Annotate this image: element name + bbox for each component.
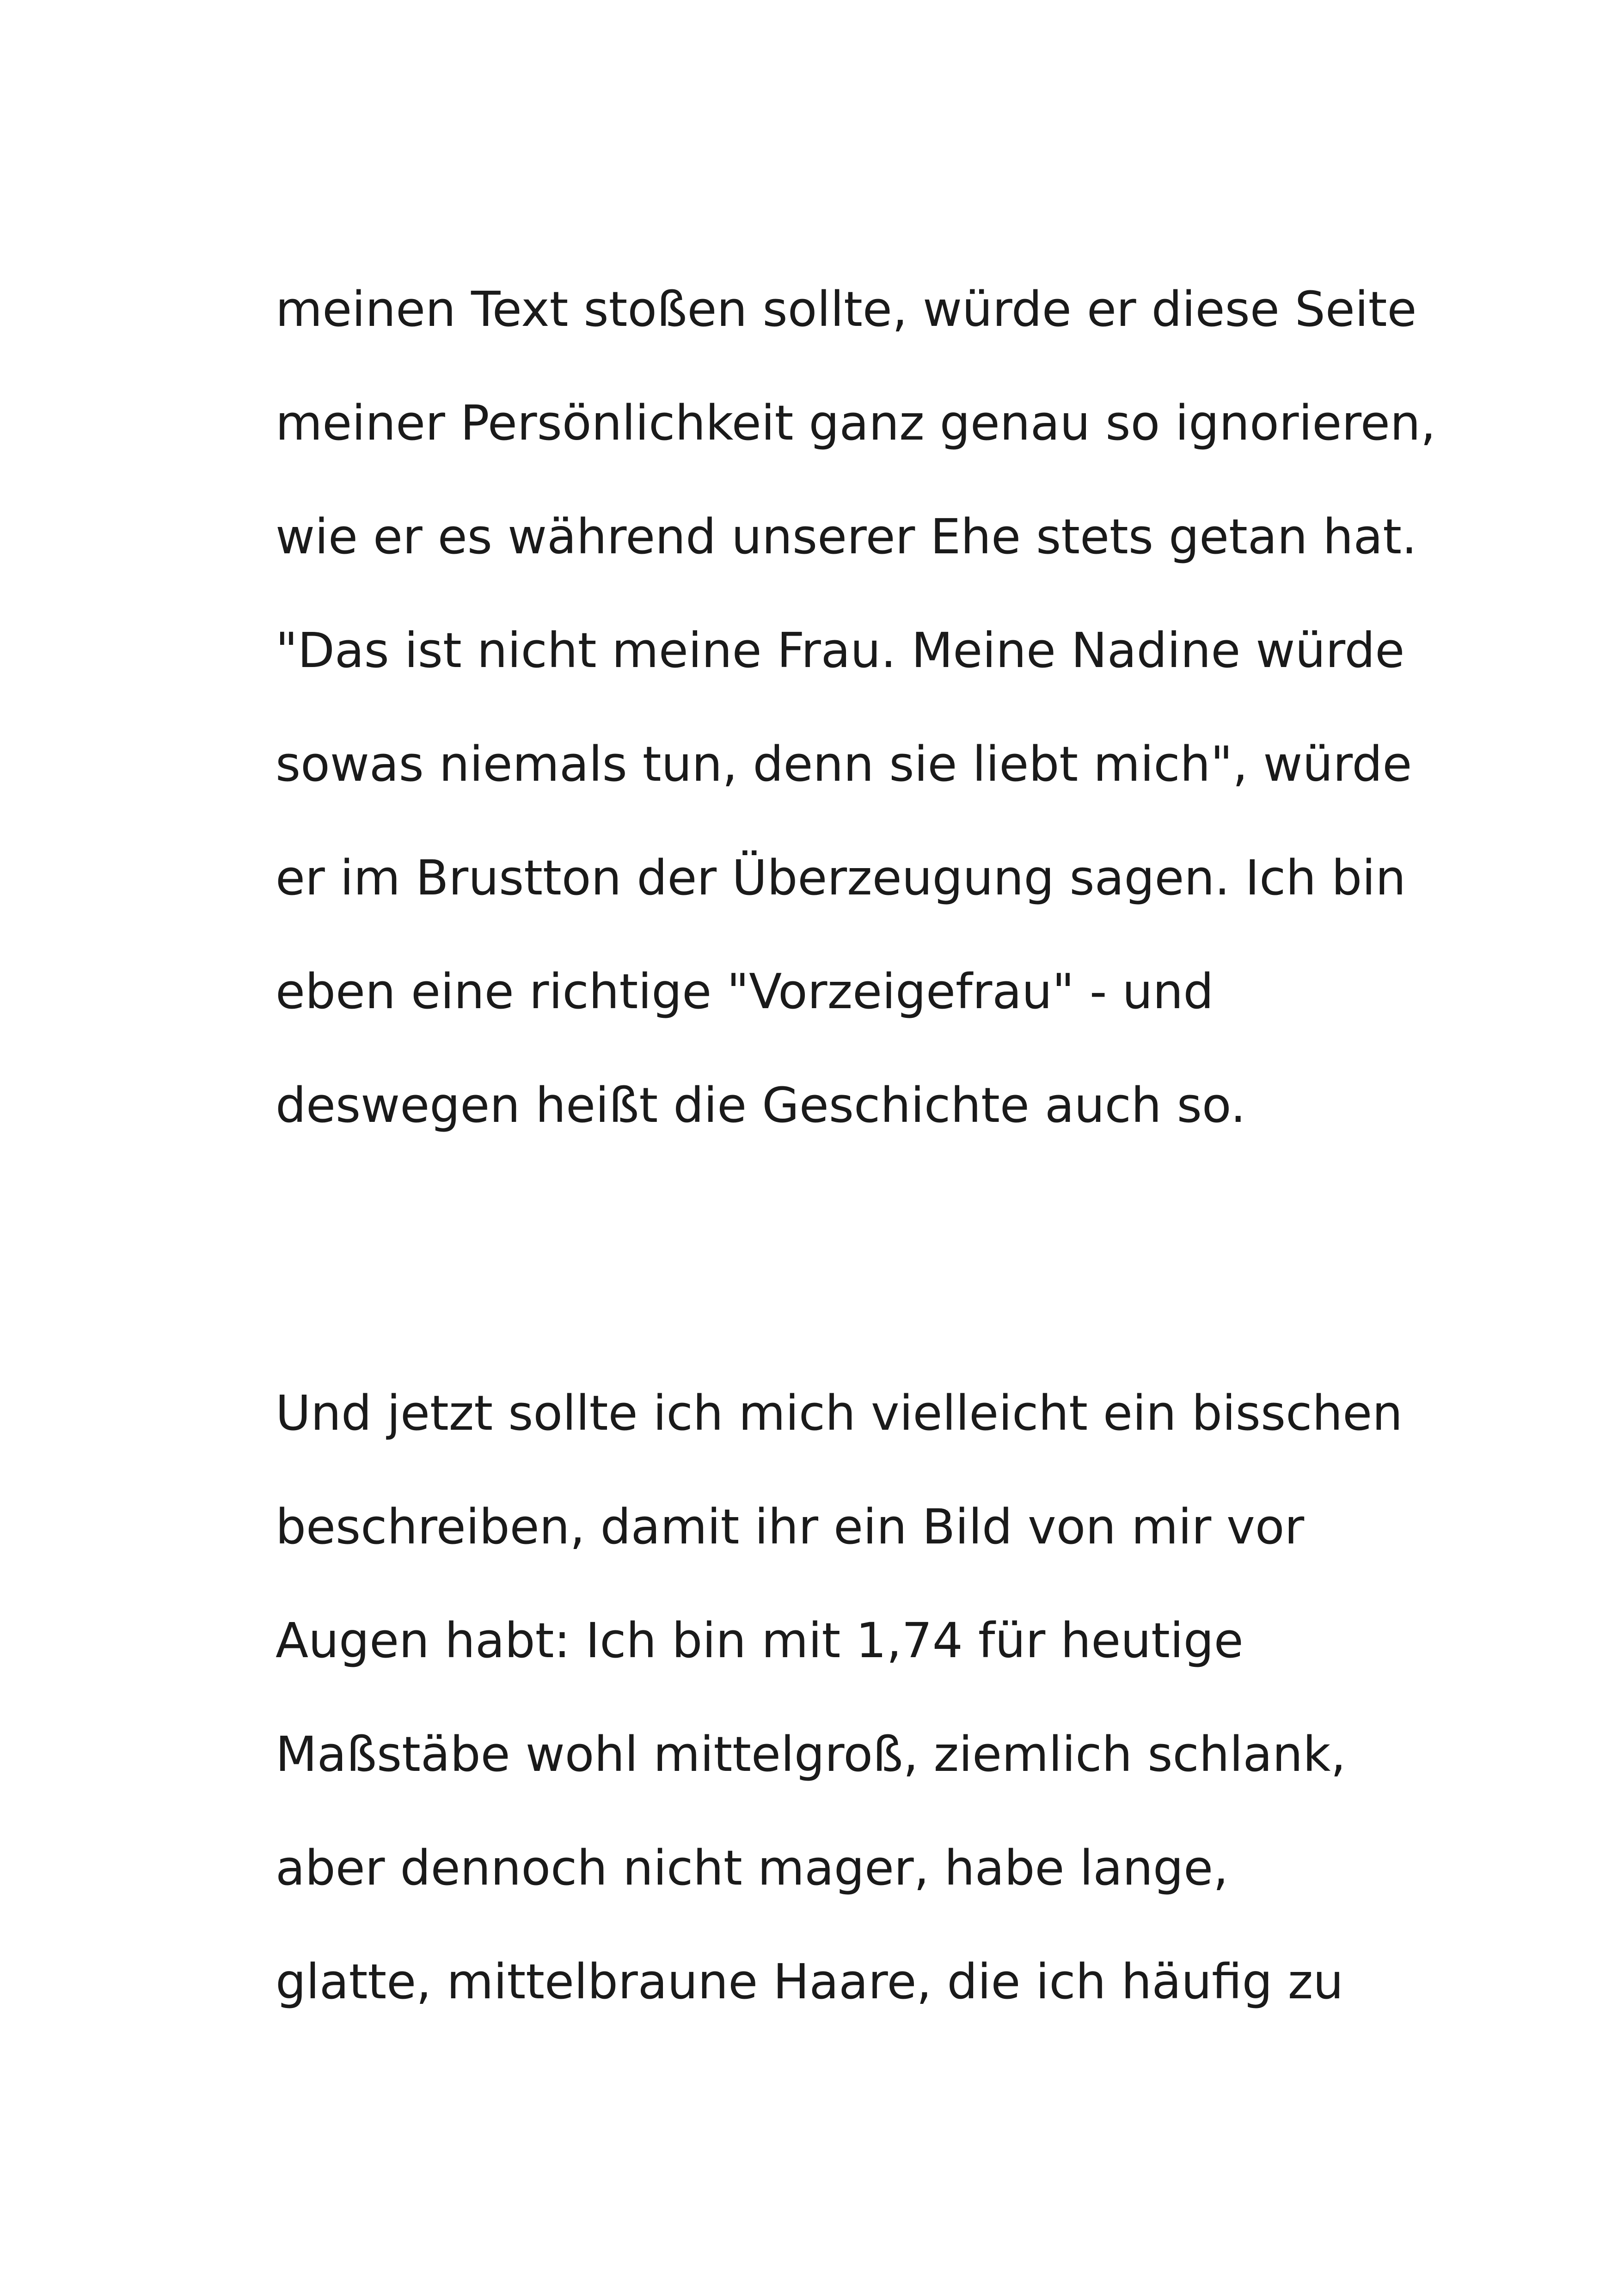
text-line: Augen habt: Ich bin mit 1,74 für heutige (276, 1612, 1244, 1669)
text-line: "Das ist nicht meine Frau. Meine Nadine würde (276, 622, 1405, 679)
text-line: Und jetzt sollte ich mich vielleicht ein bisschen (276, 1385, 1403, 1441)
paragraph-2 (276, 1356, 1570, 2039)
text-line: deswegen heißt die Geschichte auch so. (276, 1077, 1246, 1133)
text-line: meinen Text stoßen sollte, würde er diese Seite (276, 281, 1417, 337)
text-line: er im Brustton der Überzeugung sagen. Ich bin (276, 850, 1406, 906)
text-line: glatte, mittelbraune Haare, die ich häufig zu (276, 1953, 1344, 2010)
text-line: aber dennoch nicht mager, habe lange, (276, 1840, 1229, 1896)
text-line: Maßstäbe wohl mittelgroß, ziemlich schlank, (276, 1726, 1346, 1782)
paragraph-1 (276, 252, 1570, 1162)
text-line: eben eine richtige "Vorzeigefrau" - und (276, 963, 1214, 1020)
text-line: sowas niemals tun, denn sie liebt mich", würde (276, 736, 1412, 792)
text-line: meiner Persönlichkeit ganz genau so ignorieren, (276, 395, 1436, 451)
text-line: beschreiben, damit ihr ein Bild von mir vor (276, 1499, 1305, 1555)
text-line: wie er es während unserer Ehe stets getan hat. (276, 508, 1417, 565)
